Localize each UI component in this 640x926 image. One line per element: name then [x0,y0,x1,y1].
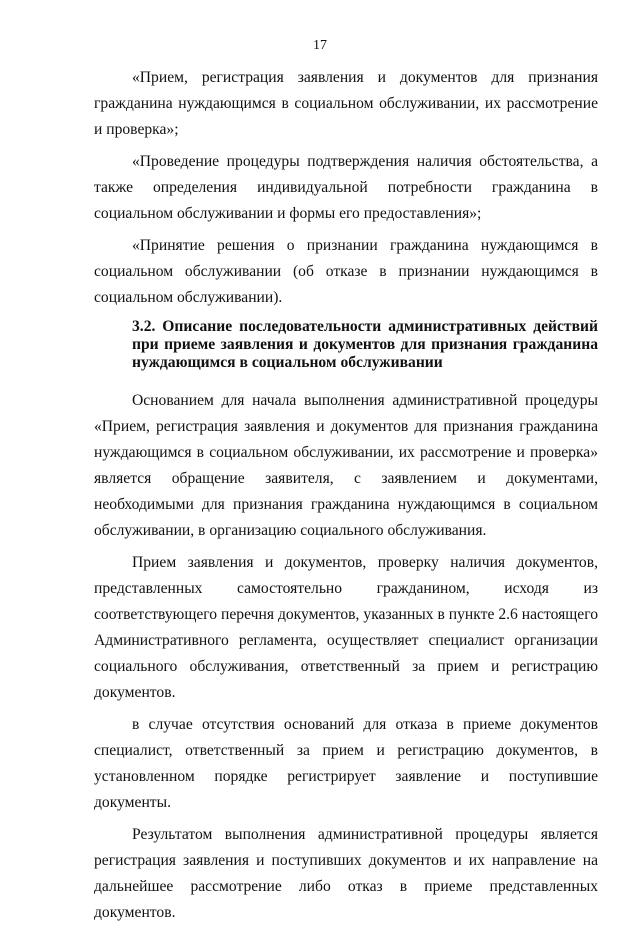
body-paragraph: Результатом выполнения административной процедуры является регистрация заявления и поступивших документов и их направление на дальнейшее рассмотрение либо отказ в приеме представленных документов. [94,826,598,921]
intro-paragraph: «Принятие решения о признании гражданина нуждающимся в социальном обслуживании (об отказе в признании нуждающимся в социальном обслуживании). [94,237,598,306]
body-paragraph: Основанием для начала выполнения административной процедуры «Прием, регистрация заявления и документов для признания гражданина нуждающимся в социальном обслуживании, их рассмотрение и проверка» является обращение заявителя, с заявлением и документами, необходимыми для признания гражданина нуждающимся в социальном обслуживании, в организацию социального обслуживания. [94,392,598,539]
body-paragraph: в случае отсутствия оснований для отказа в приеме документов специалист, ответственный за прием и регистрацию документов, в установленном порядке регистрирует заявление и поступившие документы. [94,716,598,811]
intro-paragraph: «Проведение процедуры подтверждения наличия обстоятельства, а также определения индивидуальной потребности гражданина в социальном обслуживании и формы его предоставления»; [94,153,598,222]
section-heading: 3.2. Описание последовательности административных действий при приеме заявления и документов для признания гражданина нуждающимся в социальном обслуживании [132,318,598,371]
main-text-block [94,388,598,926]
body-paragraph: Прием заявления и документов, проверку наличия документов, представленных самостоятельно гражданином, исходя из соответствующего перечня документов, указанных в пункте 2.6 настоящего Административного регламента, осуществляет специалист организации социального обслуживания, ответственный за прием и регистрацию документов. [94,554,598,701]
page-number: 17 [313,38,327,53]
intro-paragraph: «Прием, регистрация заявления и документов для признания гражданина нуждающимся в социальном обслуживании, их рассмотрение и проверка»; [94,69,598,138]
intro-text-block [94,65,598,311]
